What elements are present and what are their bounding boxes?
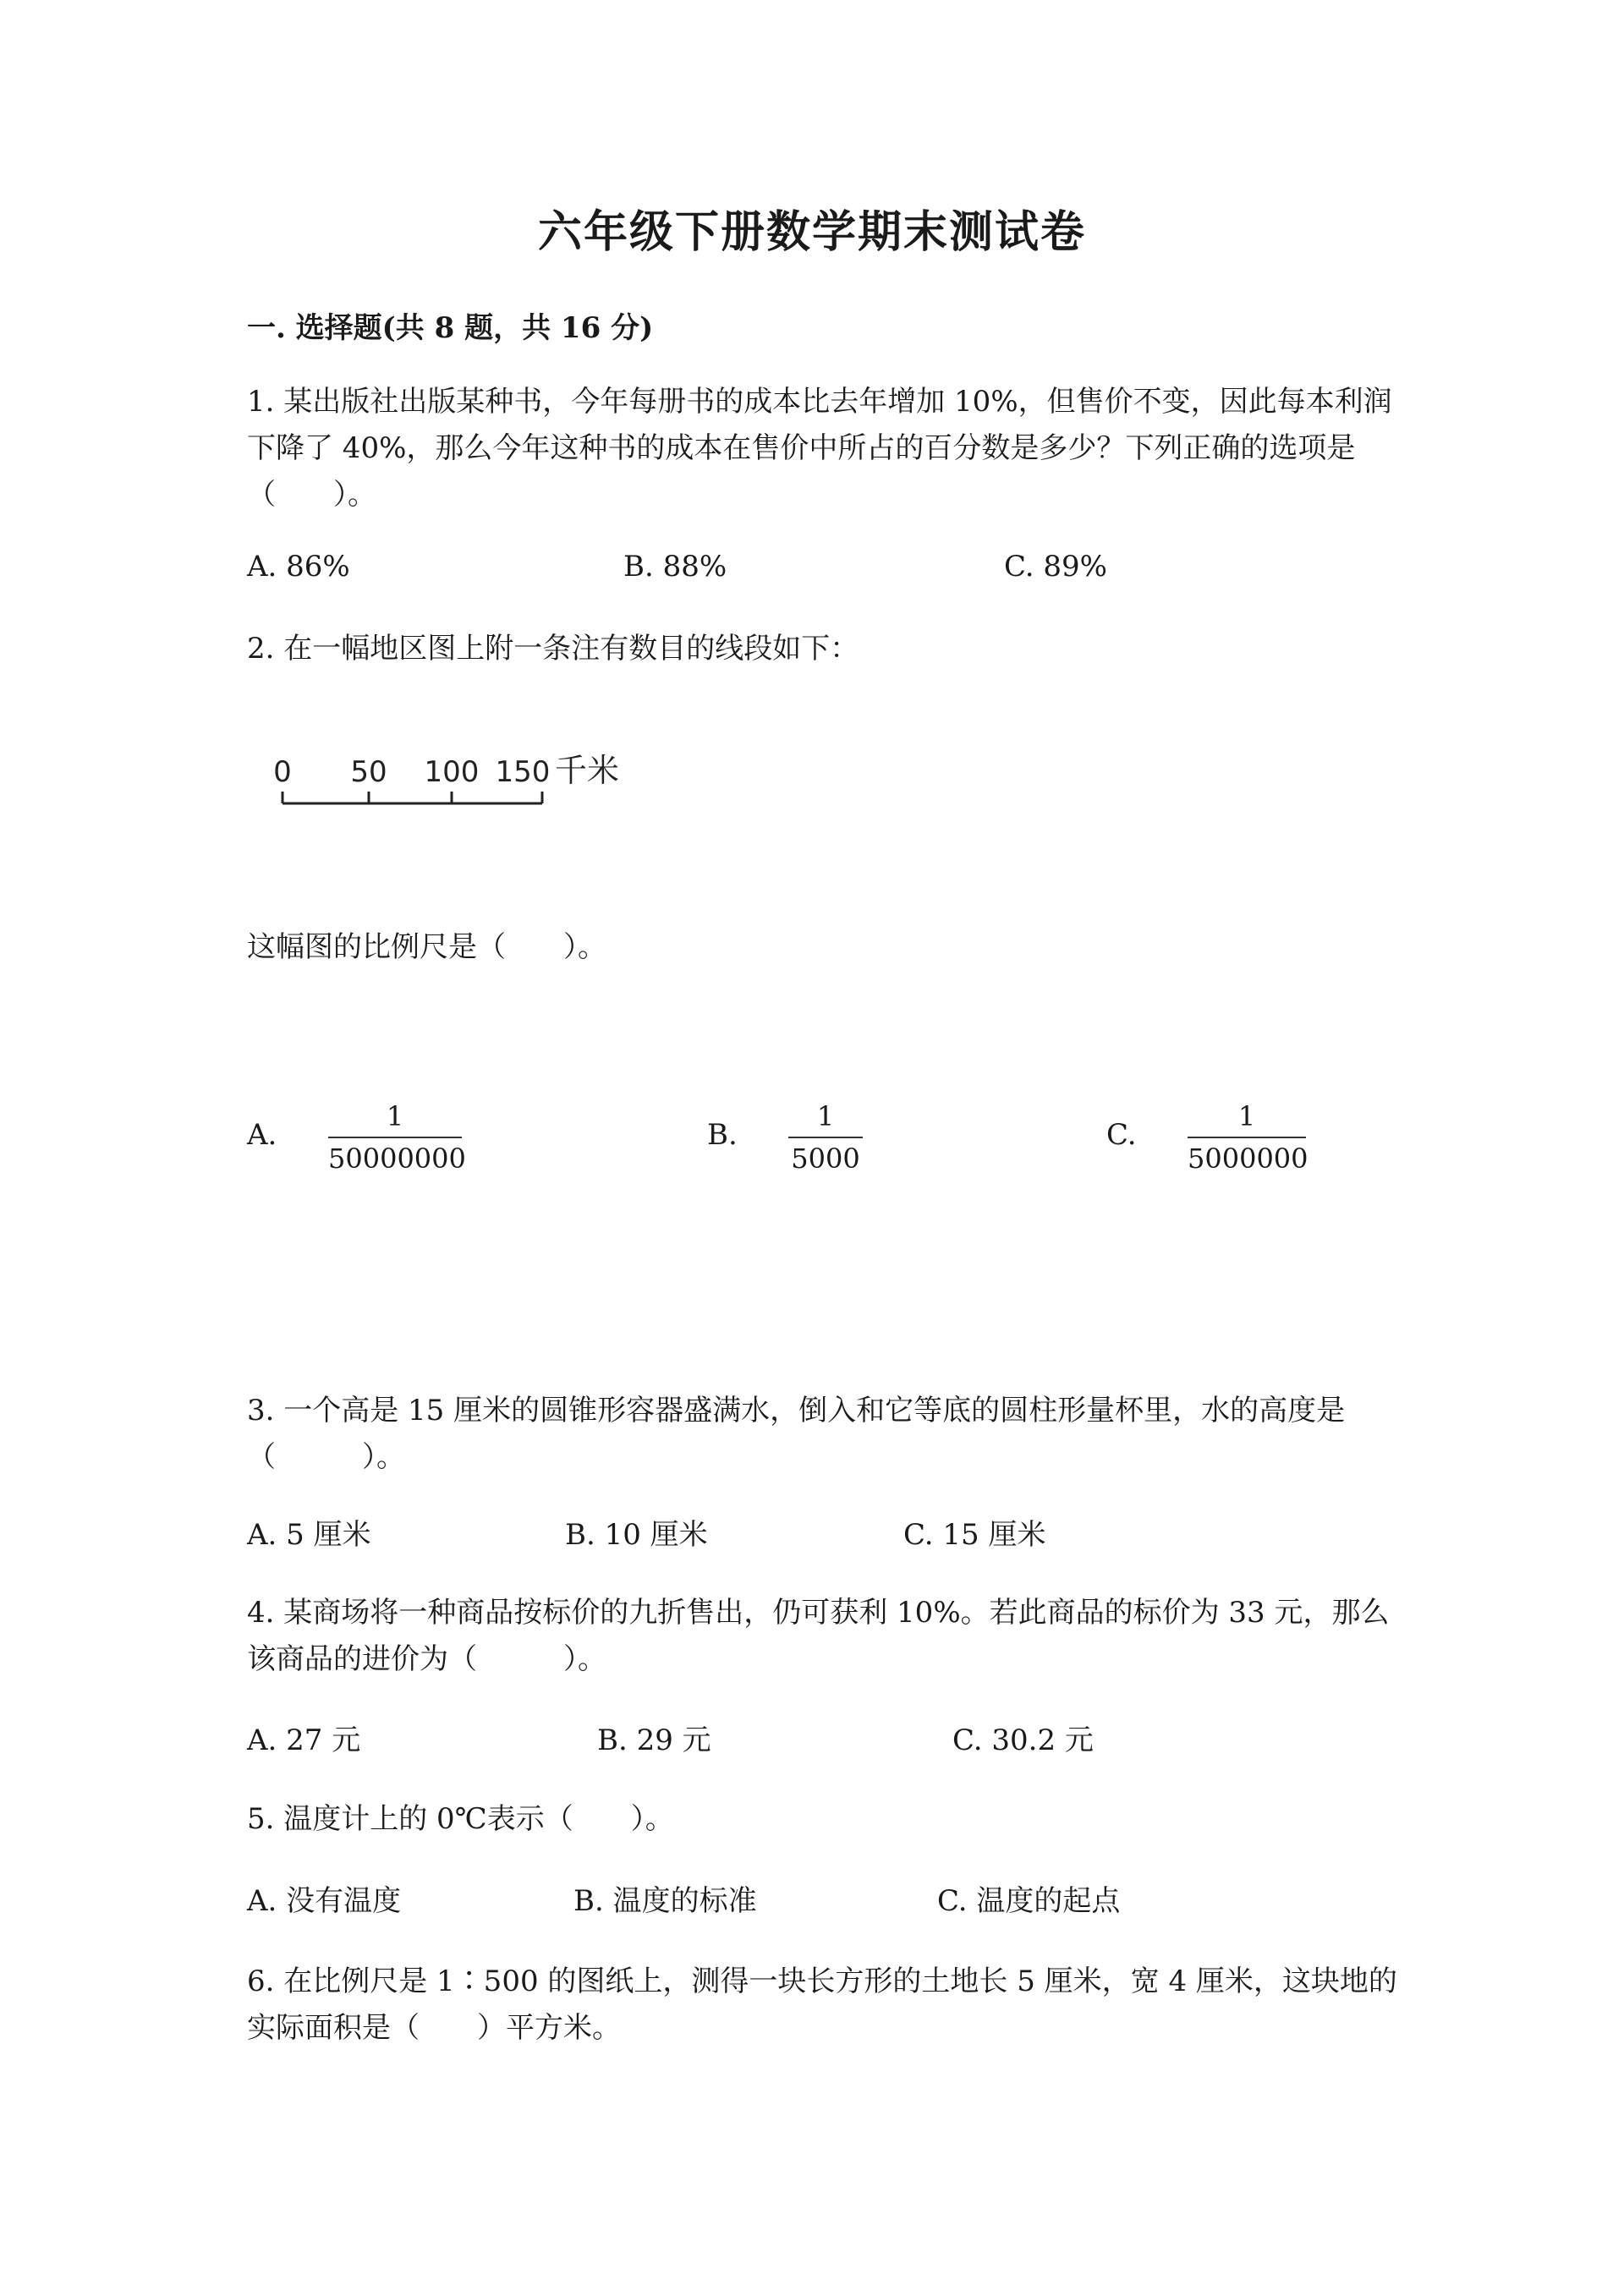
scale-bar-figure [267, 751, 673, 819]
fraction-numerator: 1 [386, 1100, 404, 1132]
question-2-text: 2. 在一幅地区图上附一条注有数目的线段如下： [247, 632, 859, 666]
question-5-text: 5. 温度计上的 0℃表示（ ）。 [247, 1802, 674, 1836]
fraction-bar [1188, 1137, 1306, 1138]
question-5-option-b: B. 温度的标准 [573, 1884, 757, 1918]
question-2-option-a-fraction [328, 1099, 466, 1175]
fraction-denominator: 50000000 [328, 1143, 466, 1175]
scale-label-100: 100 [424, 755, 480, 789]
section-heading: 一. 选择题(共 8 题，共 16 分) [247, 311, 654, 345]
question-4-option-a: A. 27 元 [247, 1723, 361, 1757]
question-2-option-c-fraction [1188, 1099, 1309, 1175]
question-2-option-b-letter: B. [707, 1118, 738, 1152]
question-3-text: 3. 一个高是 15 厘米的圆锥形容器盛满水，倒入和它等底的圆柱形量杯里，水的高度是（ ）。 [247, 1394, 1346, 1474]
question-4-option-b: B. 29 元 [597, 1723, 711, 1757]
fraction-numerator: 1 [816, 1100, 835, 1132]
question-6-text: 6. 在比例尺是 1∶500 的图纸上，测得一块长方形的土地长 5 厘米，宽 4 厘米，这块地的实际面积是（ ）平方米。 [247, 1964, 1397, 2045]
fraction-denominator: 5000000 [1188, 1143, 1309, 1175]
question-2-prompt: 这幅图的比例尺是（ ）。 [247, 930, 606, 964]
question-2-option-c-letter: C. [1106, 1118, 1137, 1152]
scale-label-50: 50 [350, 755, 387, 789]
question-5-option-a: A. 没有温度 [247, 1884, 402, 1918]
question-4-option-c: C. 30.2 元 [952, 1723, 1094, 1757]
question-2-option-b-fraction [788, 1099, 863, 1175]
fraction-denominator: 5000 [791, 1143, 860, 1175]
question-2-option-a-letter: A. [247, 1118, 277, 1152]
question-3-option-b: B. 10 厘米 [565, 1518, 708, 1552]
question-1-option-a: A. 86% [247, 550, 350, 584]
question-4-text: 4. 某商场将一种商品按标价的九折售出，仍可获利 10%。若此商品的标价为 33 元，那么该商品的进价为（ ）。 [247, 1596, 1390, 1676]
question-1-option-c: C. 89% [1004, 550, 1107, 584]
question-1-option-b: B. 88% [623, 550, 727, 584]
scale-label-0: 0 [273, 755, 292, 789]
question-3-option-a: A. 5 厘米 [247, 1518, 371, 1552]
question-1-text: 1. 某出版社出版某种书，今年每册书的成本比去年增加 10%，但售价不变，因此每本利润下降了 40%，那么今年这种书的成本在售价中所占的百分数是多少？下列正确的选项是（ ）。 [247, 385, 1392, 512]
scale-unit-label: 千米 [555, 752, 620, 789]
question-3-option-c: C. 15 厘米 [903, 1518, 1046, 1552]
page-title: 六年级下册数学期末测试卷 [537, 206, 1086, 258]
question-5-option-c: C. 温度的起点 [937, 1884, 1121, 1918]
fraction-bar [788, 1137, 863, 1138]
scale-label-150: 150 [495, 755, 551, 789]
fraction-numerator: 1 [1237, 1100, 1256, 1132]
fraction-bar [328, 1137, 462, 1138]
